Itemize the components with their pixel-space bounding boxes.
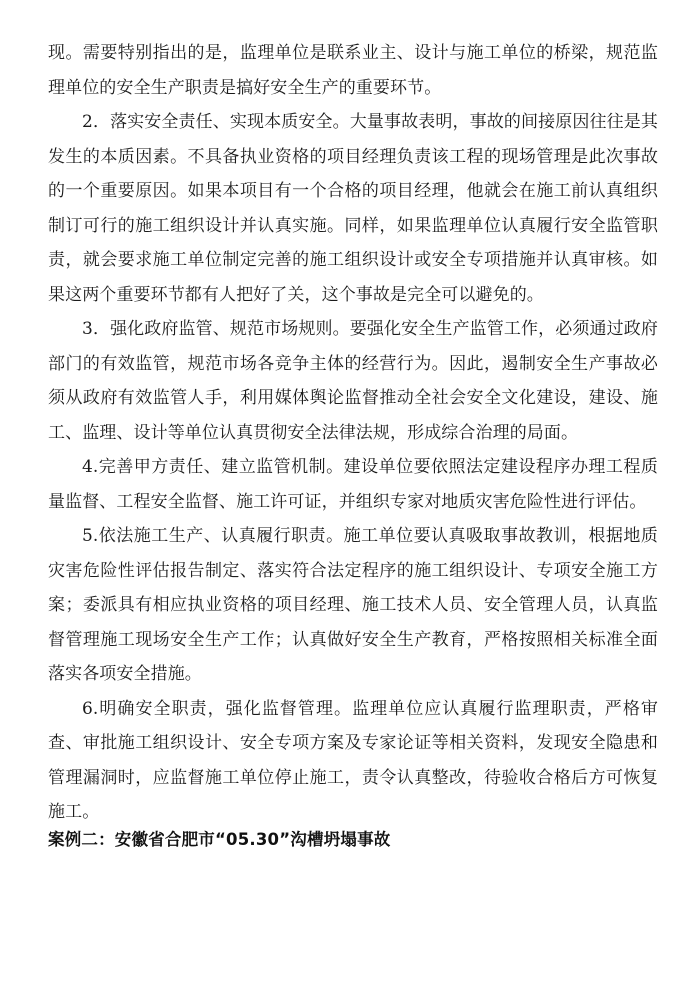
paragraph-continuation: 现。需要特别指出的是，监理单位是联系业主、设计与施工单位的桥梁，规范监理单位的安全生产职责是搞好安全生产的重要环节。 xyxy=(48,43,658,98)
document-body xyxy=(48,36,658,830)
paragraph-item-3: 3．强化政府监管、规范市场规则。要强化安全生产监管工作，必须通过政府部门的有效监管，规范市场各竞争主体的经营行为。因此，遏制安全生产事故必须从政府有效监管人手，利用媒体舆论监督推动全社会安全文化建设，建设、施工、监理、设计等单位认真贯彻安全法律法规，形成综合治理的局面。 xyxy=(48,319,658,443)
paragraph-item-6: 6.明确安全职责，强化监督管理。监理单位应认真履行监理职责，严格审查、审批施工组织设计、安全专项方案及专家论证等相关资料，发现安全隐患和管理漏洞时，应监督施工单位停止施工，责令认真整改，待验收合格后方可恢复施工。 xyxy=(48,698,658,822)
paragraph-item-5: 5.依法施工生产、认真履行职责。施工单位要认真吸取事故教训，根据地质灾害危险性评估报告制定、落实符合法定程序的施工组织设计、专项安全施工方案；委派具有相应执业资格的项目经理、施工技术人员、安全管理人员，认真监督管理施工现场安全生产工作；认真做好安全生产教育，严格按照相关标准全面落实各项安全措施。 xyxy=(48,526,658,684)
case-heading: 案例二：安徽省合肥市“05.30”沟槽坍塌事故 xyxy=(48,830,391,849)
paragraph-item-4: 4.完善甲方责任、建立监管机制。建设单位要依照法定建设程序办理工程质量监督、工程安全监督、施工许可证，并组织专家对地质灾害危险性进行评估。 xyxy=(48,457,658,512)
paragraph-item-2: 2．落实安全责任、实现本质安全。大量事故表明，事故的间接原因往往是其发生的本质因素。不具备执业资格的项目经理负责该工程的现场管理是此次事故的一个重要原因。如果本项目有一个合格的项目经理，他就会在施工前认真组织制订可行的施工组织设计并认真实施。同样，如果监理单位认真履行安全监管职责，就会要求施工单位制定完善的施工组织设计或安全专项措施并认真审核。如果这两个重要环节都有人把好了关，这个事故是完全可以避免的。 xyxy=(48,112,658,305)
